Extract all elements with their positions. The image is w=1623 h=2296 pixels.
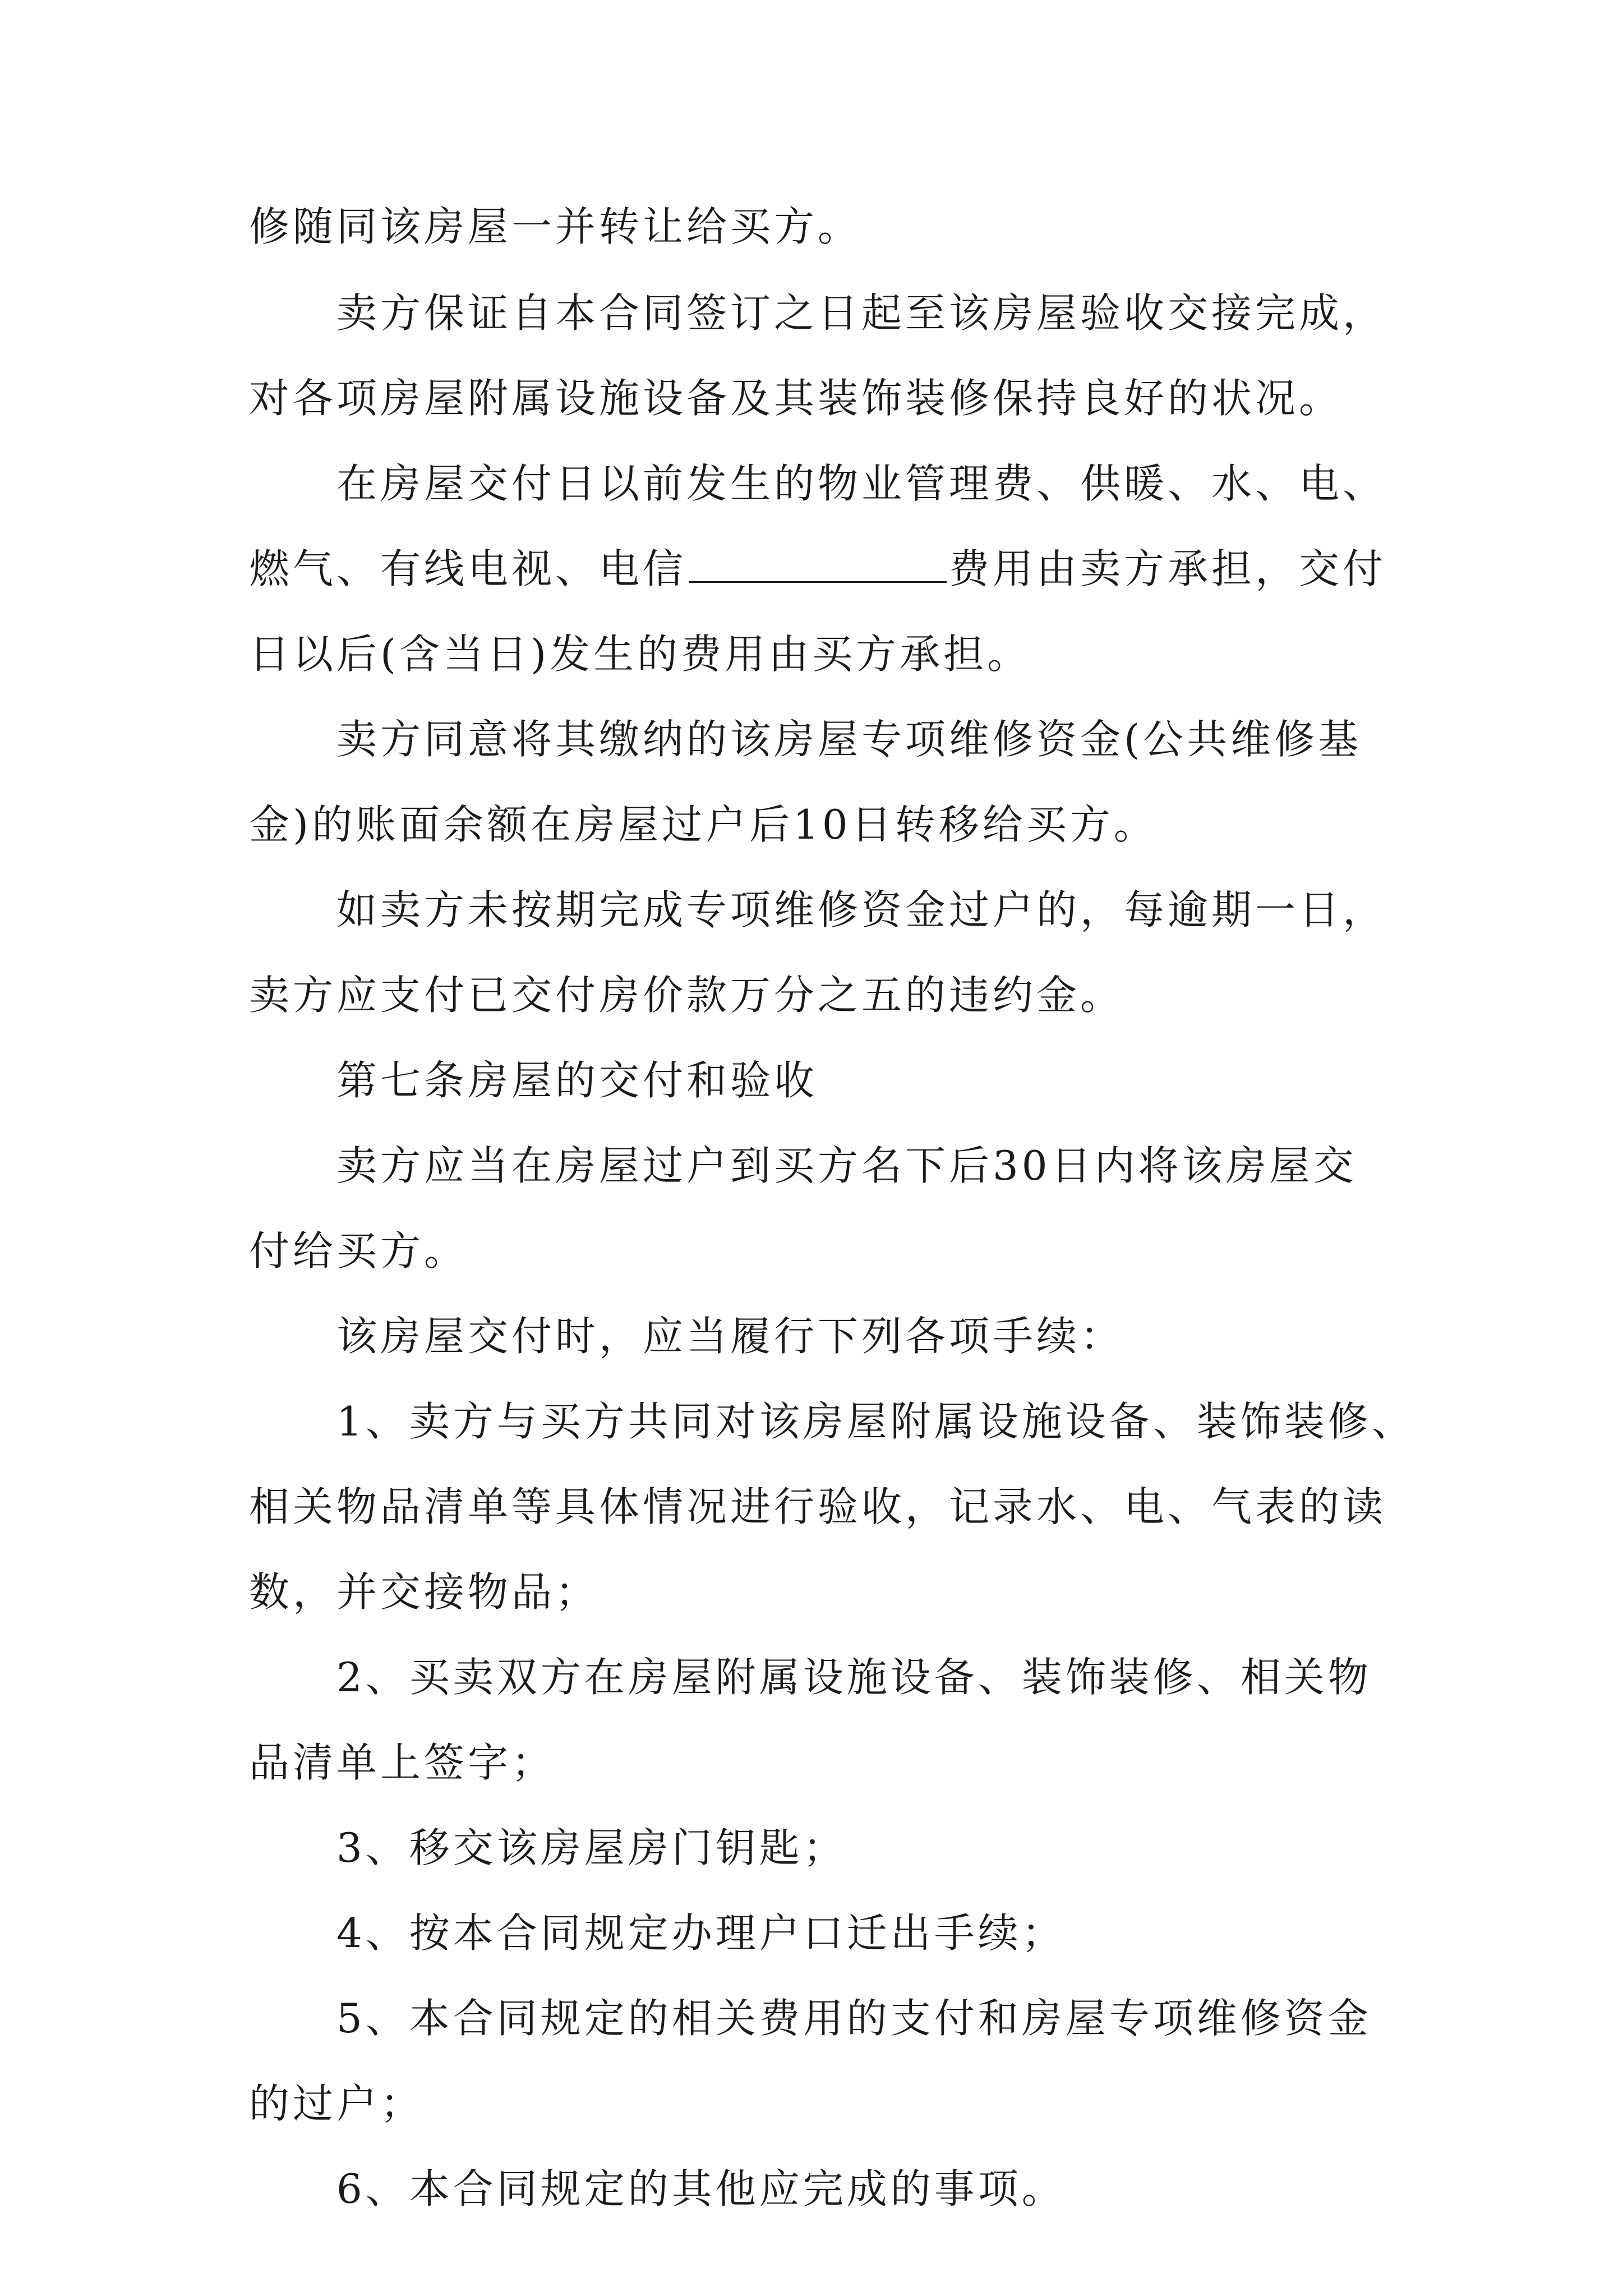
text-line: 该房屋交付时，应当履行下列各项手续： <box>336 1313 1124 1360</box>
text-line: 修随同该房屋一并转让给买方。 <box>249 203 862 250</box>
text-line: 付给买方。 <box>249 1227 468 1274</box>
text-line: 在房屋交付日以前发生的物业管理费、供暖、水、电、 <box>336 460 1387 507</box>
text-line: 日以后(含当日)发生的费用由买方承担。 <box>249 631 1031 678</box>
list-item: 2、买卖双方在房屋附属设施设备、装饰装修、相关物 <box>336 1654 1372 1701</box>
text-segment: 费用由卖方承担，交付 <box>949 545 1387 592</box>
text-line: 品清单上签字； <box>249 1739 556 1786</box>
text-line: 相关物品清单等具体情况进行验收，记录水、电、气表的读 <box>249 1483 1387 1530</box>
list-item: 3、移交该房屋房门钥匙； <box>336 1824 847 1871</box>
text-line: 金)的账面余额在房屋过户后10日转移给买方。 <box>249 801 1158 848</box>
text-line: 卖方同意将其缴纳的该房屋专项维修资金(公共维修基 <box>336 716 1362 763</box>
text-line: 卖方保证自本合同签订之日起至该房屋验收交接完成， <box>336 289 1387 337</box>
text-line: 卖方应当在房屋过户到买方名下后30日内将该房屋交 <box>336 1142 1357 1189</box>
list-item: 5、本合同规定的相关费用的支付和房屋专项维修资金 <box>336 1995 1372 2042</box>
text-line: 数，并交接物品； <box>249 1568 600 1616</box>
section-heading: 第七条房屋的交付和验收 <box>336 1057 818 1104</box>
fill-in-blank <box>689 549 947 583</box>
list-item: 6、本合同规定的其他应完成的事项。 <box>336 2165 1066 2212</box>
text-line: 卖方应支付已交付房价款万分之五的违约金。 <box>249 972 1124 1019</box>
text-line: 对各项房屋附属设施设备及其装饰装修保持良好的状况。 <box>249 375 1343 422</box>
text-segment: 燃气、有线电视、电信 <box>249 545 687 592</box>
text-line: 如卖方未按期完成专项维修资金过户的，每逾期一日， <box>336 886 1387 933</box>
list-item: 4、按本合同规定办理户口迁出手续； <box>336 1910 1066 1957</box>
list-item: 1、卖方与买方共同对该房屋附属设施设备、装饰装修、 <box>336 1398 1415 1445</box>
text-line: 的过户； <box>249 2080 425 2127</box>
text-line-with-blank <box>249 545 1387 592</box>
